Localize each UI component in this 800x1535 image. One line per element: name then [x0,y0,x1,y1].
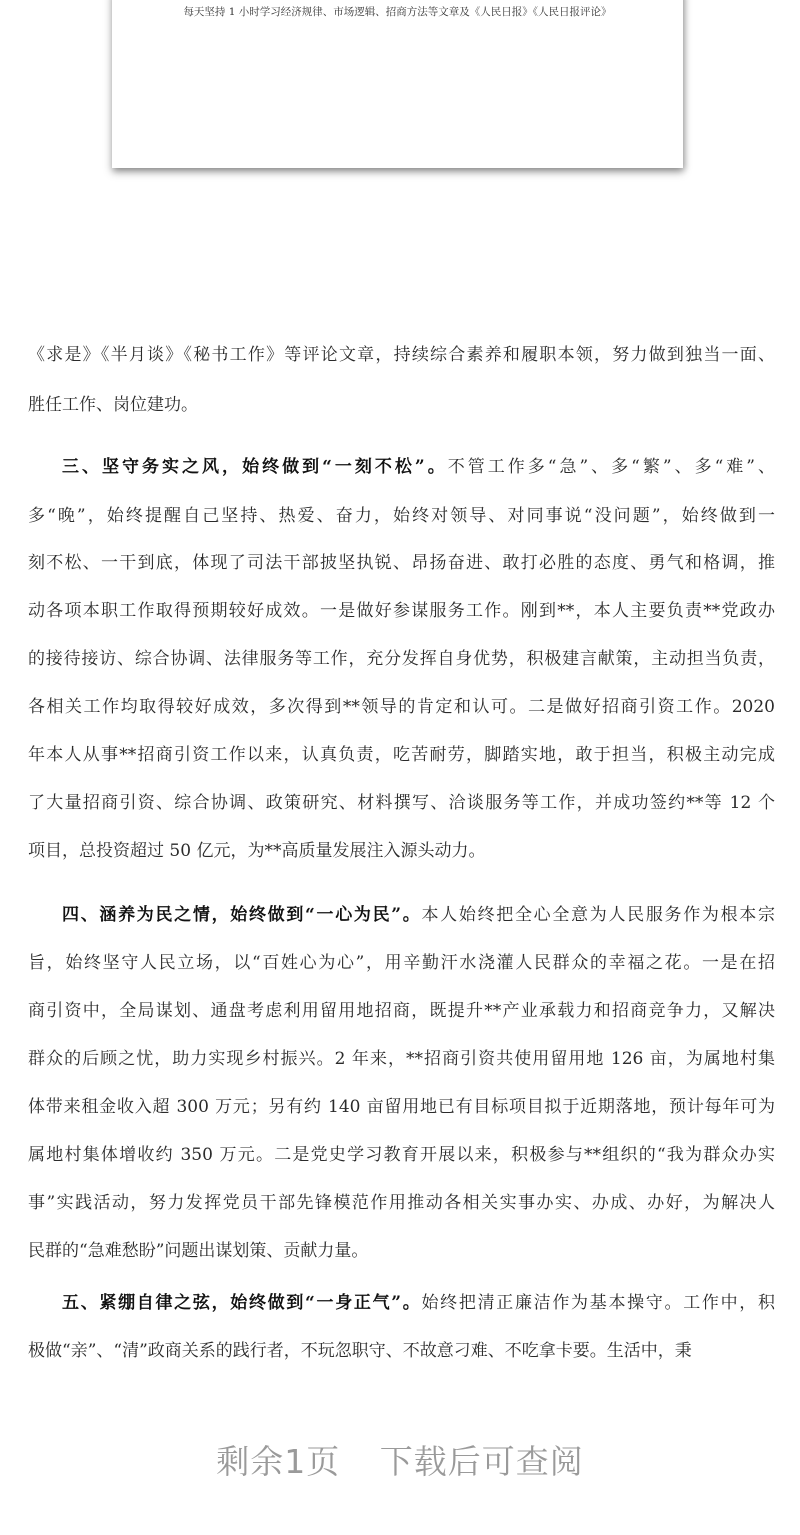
paragraph-line [28,695,775,719]
paragraph-line [28,951,775,975]
paragraph-line [28,999,775,1023]
line-text: 属地村集体增收约 350 万元。二是党史学习教育开展以来，积极参与**组织的“我为群众办实 [28,1145,775,1165]
remaining-pages-label: 剩余1页 [216,1442,341,1481]
paragraph-line [28,1191,775,1215]
paragraph-line [28,393,775,417]
line-text: 刻不松、一干到底，体现了司法干部披坚执锐、昂扬奋进、敢打必胜的态度、勇气和格调，推 [28,553,775,573]
section-heading: 三、坚守务实之风，始终做到“一刻不松”。 [62,457,448,477]
line-text: 各相关工作均取得较好成效，多次得到**领导的肯定和认可。二是做好招商引资工作。2020 [28,697,775,717]
line-text: 极做“亲”、“清”政商关系的践行者，不玩忽职守、不故意刁难、不吃拿卡要。生活中，秉 [28,1341,692,1361]
paragraph-line [28,1047,775,1071]
paragraph-line [28,1339,775,1363]
preview-page-card [112,0,683,168]
download-to-view-label[interactable]: 下载后可查阅 [379,1442,584,1481]
section-heading-line [62,1291,775,1315]
paragraph-line [28,743,775,767]
line-text: 群众的后顾之忧，助力实现乡村振兴。2 年来，**招商引资共使用留用地 126 亩，为属地村集 [28,1049,775,1069]
paragraph-line [28,791,775,815]
line-text: 民群的“急难愁盼”问题出谋划策、贡献力量。 [28,1241,369,1261]
paragraph-line [28,1143,775,1167]
line-text: 《求是》《半月谈》《秘书工作》等评论文章，持续综合素养和履职本领，努力做到独当一面、 [28,345,775,365]
paragraph-line [28,1095,775,1119]
line-text: 商引资中，全局谋划、通盘考虑利用留用地招商，既提升**产业承载力和招商竞争力，又解决 [28,1001,775,1021]
download-prompt[interactable] [0,1436,800,1483]
paragraph-line [28,343,775,367]
paragraph-line [28,551,775,575]
line-text: 体带来租金收入超 300 万元；另有约 140 亩留用地已有目标项目拟于近期落地，预计每年可为 [28,1097,775,1117]
paragraph-line [28,1239,775,1263]
section-heading-line [62,455,775,479]
line-text: 事”实践活动，努力发挥党员干部先锋模范作用推动各相关实事办实、办成、办好，为解决人 [28,1193,775,1213]
line-text: 旨，始终坚守人民立场，以“百姓心为心”，用辛勤汗水浇灌人民群众的幸福之花。一是在招 [28,953,775,973]
line-text: 多“晚”，始终提醒自己坚持、热爱、奋力，始终对领导、对同事说“没问题”，始终做到一 [28,506,775,526]
line-text: 的接待接访、综合协调、法律服务等工作，充分发挥自身优势，积极建言献策，主动担当负责， [28,649,775,669]
card-text: 每天坚持 1 小时学习经济规律、市场逻辑、招商方法等文章及《人民日报》《人民日报评论》 [183,6,612,18]
line-text: 了大量招商引资、综合协调、政策研究、材料撰写、洽谈服务等工作，并成功签约**等 12 个 [28,793,775,813]
line-text: 不管工作多“急”、多“繁”、多“难”、 [447,457,775,477]
paragraph-line [28,504,775,528]
paragraph-line [28,599,775,623]
section-heading: 四、涵养为民之情，始终做到“一心为民”。 [62,905,422,925]
line-text: 胜任工作、岗位建功。 [28,395,198,415]
line-text: 始终把清正廉洁作为基本操守。工作中，积 [421,1293,775,1313]
section-heading-line [62,903,775,927]
line-text: 本人始终把全心全意为人民服务作为根本宗 [421,905,775,925]
paragraph-line [28,647,775,671]
line-text: 动各项本职工作取得预期较好成效。一是做好参谋服务工作。刚到**，本人主要负责**党政办 [28,601,775,621]
line-text: 项目，总投资超过 50 亿元，为**高质量发展注入源头动力。 [28,841,486,861]
paragraph-line [28,839,775,863]
section-heading: 五、紧绷自律之弦，始终做到“一身正气”。 [62,1293,422,1313]
line-text: 年本人从事**招商引资工作以来，认真负责，吃苦耐劳，脚踏实地，敢于担当，积极主动完成 [28,745,775,765]
